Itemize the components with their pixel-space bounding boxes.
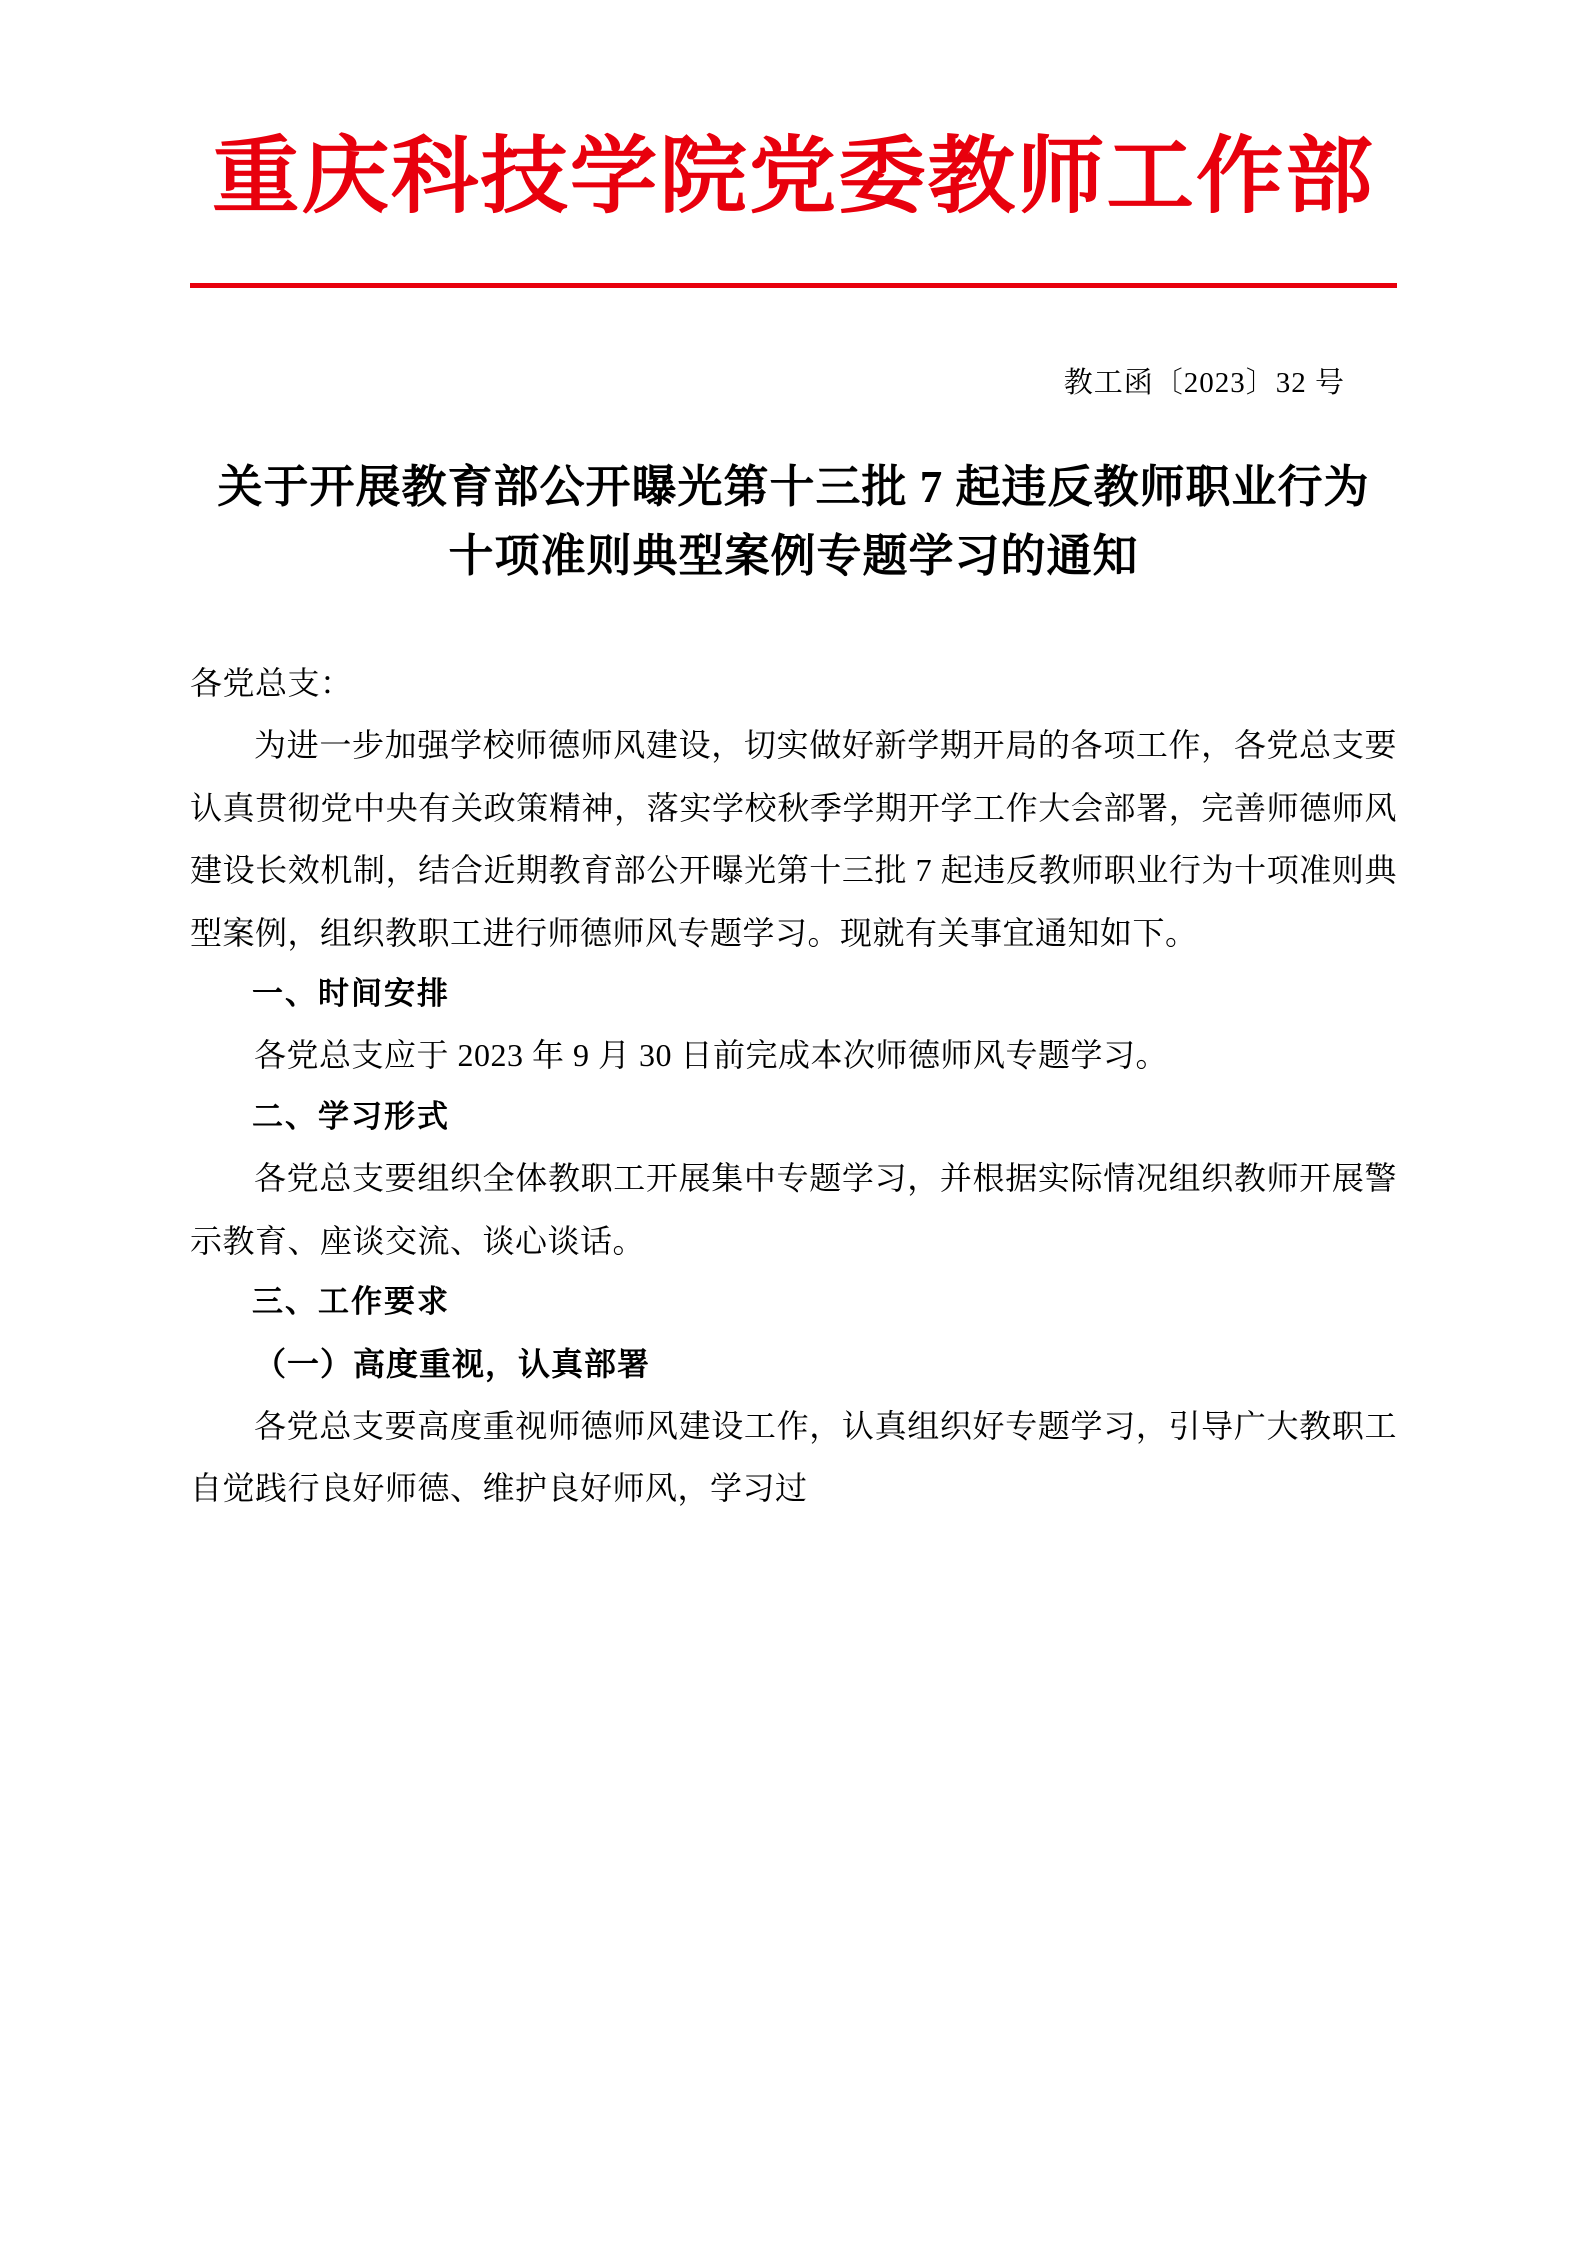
- page-title: 关于开展教育部公开曝光第十三批 7 起违反教师职业行为十项准则典型案例专题学习的通知: [217, 461, 1370, 582]
- section-heading-2: 二、学习形式: [252, 1098, 450, 1135]
- section-paragraph-3: 各党总支要高度重视师德师风建设工作，认真组织好专题学习，引导广大教职工自觉践行良好师德、维护良好师风，学习过: [190, 1407, 1397, 1507]
- document-number: 教工函〔2023〕32 号: [1063, 366, 1345, 399]
- section-heading-3: 三、工作要求: [252, 1284, 450, 1321]
- section-paragraph-1: 各党总支应于 2023 年 9 月 30 日前完成本次师德师风专题学习。: [254, 1037, 1169, 1074]
- intro-paragraph: 为进一步加强学校师德师风建设，切实做好新学期开局的各项工作，各党总支要认真贯彻党中央有关政策精神，落实学校秋季学期开学工作大会部署，完善师德师风建设长效机制，结合近期教育部公开曝光第十三批 7 起违反教师职业行为十项准则典型案例，组织教职工进行师德师风专题学习。现就有关事宜通知如下。: [190, 727, 1397, 951]
- section-paragraph-2: 各党总支要组织全体教职工开展集中专题学习，并根据实际情况组织教师开展警示教育、座谈交流、谈心谈话。: [190, 1160, 1397, 1259]
- section-heading-1: 一、时间安排: [252, 976, 450, 1013]
- document-body: [190, 652, 1397, 1520]
- salutation: 各党总支：: [190, 665, 353, 702]
- section-subheading-3-1: （一）高度重视，认真部署: [254, 1345, 651, 1382]
- letterhead-divider: [190, 283, 1397, 288]
- letterhead-organization: 重庆科技学院党委教师工作部: [212, 131, 1375, 224]
- letterhead: [190, 0, 1397, 288]
